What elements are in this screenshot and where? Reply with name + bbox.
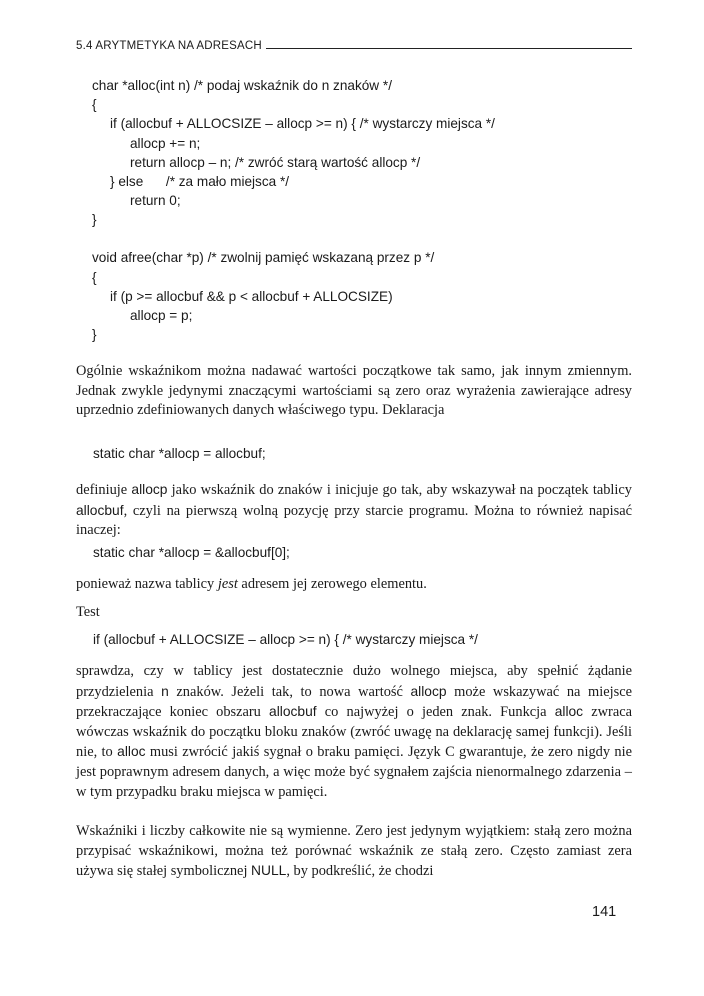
text-run: może wskazywać na miejsce przekraczające koniec obszaru bbox=[76, 683, 632, 721]
text-run: ponieważ nazwa tablicy bbox=[76, 576, 218, 592]
italic-term: jest bbox=[217, 576, 238, 592]
page-number: 141 bbox=[592, 904, 617, 920]
code-term: allocbuf bbox=[76, 502, 124, 518]
code-line: } bbox=[92, 212, 97, 227]
paragraph-definition bbox=[76, 480, 632, 541]
text-run: sprawdza, czy w tablicy jest dostatecznie dużo wolnego miejsca, aby spełnić żądanie przydzielenia bbox=[76, 663, 632, 700]
code-line: } else /* za mało miejsca */ bbox=[110, 174, 290, 189]
text-run: musi zwrócić jakiś sygnał o braku pamięci. Język C gwarantuje, że zero nigdy nie jest poprawnym adresem danych, a więc może być sygnałem zajścia nienormalnego zdarzenia – w tym przypadku braku miejsca w pamięci. bbox=[76, 744, 632, 800]
text-run: jako wskaźnik do znaków i inicjuje go tak, aby wskazywał na początek tablicy bbox=[167, 482, 633, 498]
text-run: adresem jej zerowego elementu. bbox=[237, 576, 427, 592]
running-head bbox=[76, 38, 632, 54]
code-term: allocp bbox=[410, 683, 447, 699]
running-head-rule bbox=[266, 48, 632, 49]
code-line: { bbox=[92, 270, 97, 285]
text-run: Wskaźniki i liczby całkowite nie są wymienne. Zero jest jedynym wyjątkiem: stałą zero można przypisać wskaźnikowi, można też porównać wskaźnik ze stałą zero. Często zamiast zera używa się stałej symbolicznej bbox=[76, 823, 632, 880]
code-line: if (allocbuf + ALLOCSIZE – allocp >= n) { /* wystarczy miejsca */ bbox=[110, 116, 495, 131]
code-term: allocbuf bbox=[269, 704, 317, 720]
code-line: { bbox=[92, 97, 97, 112]
text-run: znaków. Jeżeli tak, to nowa wartość bbox=[168, 683, 411, 700]
text-run: co najwyżej o jeden znak. Funkcja bbox=[316, 704, 555, 721]
code-line-test-condition: if (allocbuf + ALLOCSIZE – allocp >= n) { /* wystarczy miejsca */ bbox=[93, 632, 478, 647]
text-run: definiuje bbox=[76, 482, 132, 498]
code-line: char *alloc(int n) /* podaj wskaźnik do n znaków */ bbox=[92, 78, 392, 93]
code-term: alloc bbox=[117, 744, 146, 760]
code-line: allocp += n; bbox=[130, 136, 201, 151]
text-run: , czyli na pierwszą wolną pozycję przy starcie programu. Można to również napisać inaczej: bbox=[76, 502, 632, 539]
text-run: , by podkreślić, że chodzi bbox=[286, 863, 434, 880]
paragraph-array-name bbox=[76, 575, 632, 595]
text-run: zwraca wówczas wskaźnik do początku bloku znaków (zwróć uwagę na deklarację samej funkcji). Jeśli nie, to bbox=[76, 704, 632, 761]
paragraph-initialization: Ogólnie wskaźnikom można nadawać wartości początkowe tak samo, jak innym zmiennym. Jednak zwykle jedynymi znaczącymi wartościami są zero oraz wyrażenia zawierające adresy uprzednio zdefiniowanych danych właściwego typu. Deklaracja bbox=[76, 363, 632, 419]
code-term: NULL bbox=[251, 863, 287, 879]
paragraph-pointers-integers bbox=[76, 822, 632, 882]
code-line: void afree(char *p) /* zwolnij pamięć wskazaną przez p */ bbox=[92, 250, 435, 265]
code-line: allocp = p; bbox=[130, 308, 193, 323]
code-term: n bbox=[161, 683, 169, 699]
code-line: return allocp – n; /* zwróć starą wartość allocp */ bbox=[130, 155, 421, 170]
code-term: allocp bbox=[131, 482, 168, 497]
code-term: alloc bbox=[554, 704, 584, 720]
paragraph-test: Test bbox=[76, 604, 100, 620]
paragraph-explanation bbox=[76, 662, 632, 802]
running-head-text: 5.4 ARYTMETYKA NA ADRESACH bbox=[76, 40, 262, 52]
code-line: return 0; bbox=[130, 193, 181, 208]
code-line-static-allocp: static char *allocp = allocbuf; bbox=[93, 446, 266, 461]
code-line-static-allocp-addr: static char *allocp = &allocbuf[0]; bbox=[93, 545, 290, 560]
code-line: } bbox=[92, 327, 97, 342]
code-line: if (p >= allocbuf && p < allocbuf + ALLOCSIZE) bbox=[110, 289, 393, 304]
